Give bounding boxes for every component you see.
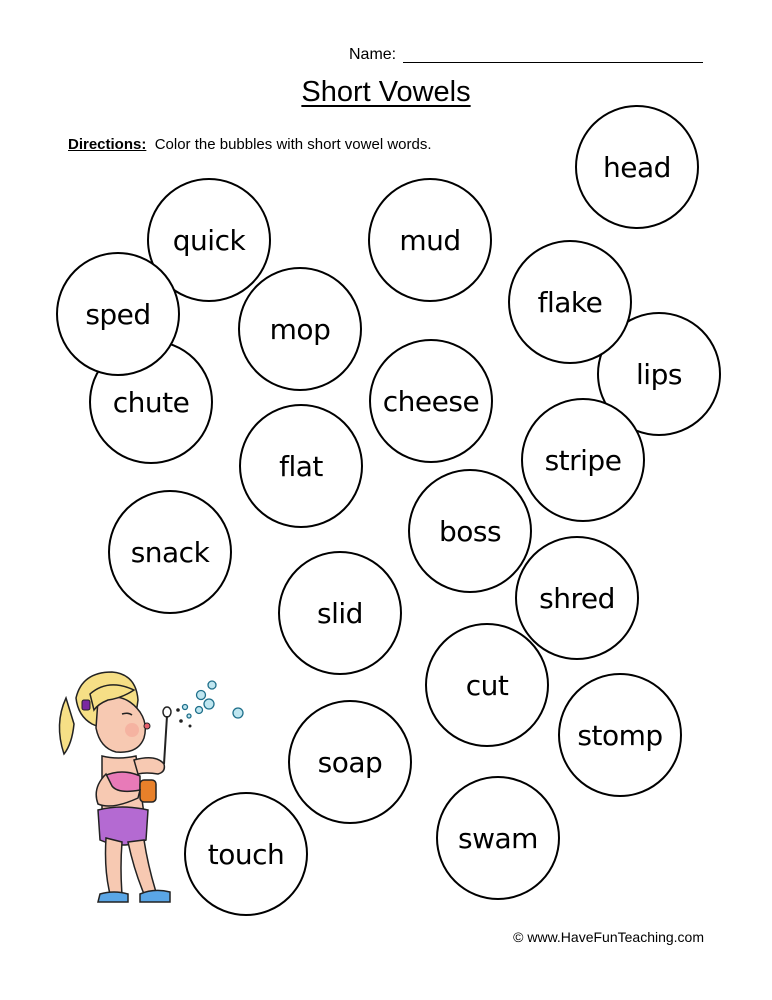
name-line[interactable] [403, 62, 703, 63]
bubble-word: cheese [382, 384, 480, 418]
bubble-word: flat [279, 449, 323, 483]
bubble-soap[interactable] [288, 700, 412, 824]
directions-text: Color the bubbles with short vowel words. [154, 136, 432, 153]
copyright-footer: © www.HaveFunTeaching.com [513, 929, 704, 945]
bubble-word: stomp [577, 718, 663, 752]
bubble-word: snack [130, 535, 210, 569]
page-title: Short Vowels [301, 76, 471, 108]
bubble-head[interactable] [575, 105, 699, 229]
bubble-flake[interactable] [508, 240, 632, 364]
name-field [349, 44, 709, 68]
name-label: Name: [349, 46, 397, 63]
bubble-word: slid [317, 596, 363, 630]
bubble-flat[interactable] [239, 404, 363, 528]
bubble-word: mud [399, 223, 461, 257]
bubble-cheese[interactable] [369, 339, 493, 463]
bubble-sped[interactable] [56, 252, 180, 376]
bubble-word: swam [458, 821, 538, 855]
bubble-mop[interactable] [238, 267, 362, 391]
bubble-boss[interactable] [408, 469, 532, 593]
girl-blowing-bubbles-icon [52, 664, 252, 910]
bubble-stripe[interactable] [521, 398, 645, 522]
bubble-word: soap [317, 745, 383, 779]
bubble-word: lips [636, 357, 682, 391]
bubble-shred[interactable] [515, 536, 639, 660]
bubble-mud[interactable] [368, 178, 492, 302]
bubble-word: shred [539, 581, 615, 615]
bubble-word: cut [465, 668, 509, 702]
bubble-word: flake [537, 285, 603, 319]
bubble-cut[interactable] [425, 623, 549, 747]
directions-label: Directions: [68, 136, 147, 153]
bubble-word: sped [85, 297, 151, 331]
bubble-word: mop [269, 312, 331, 346]
bubble-swam[interactable] [436, 776, 560, 900]
bubble-stomp[interactable] [558, 673, 682, 797]
bubble-word: head [603, 150, 671, 184]
bubble-word: touch [207, 837, 285, 871]
directions [68, 136, 432, 153]
bubble-slid[interactable] [278, 551, 402, 675]
bubble-word: boss [438, 514, 502, 548]
bubble-snack[interactable] [108, 490, 232, 614]
bubble-word: stripe [544, 443, 622, 477]
bubble-word: quick [172, 223, 246, 257]
bubble-word: chute [112, 385, 190, 419]
